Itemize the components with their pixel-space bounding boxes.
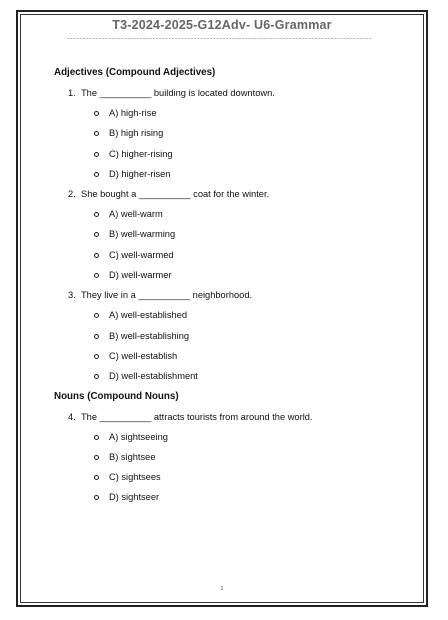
- option-text: C) higher-rising: [109, 148, 173, 159]
- option-text: A) sightseeing: [109, 431, 168, 442]
- section-heading-adjectives: Adjectives (Compound Adjectives): [54, 67, 216, 78]
- option-text: A) high-rise: [109, 108, 157, 118]
- circle-bullet-icon: [94, 131, 99, 136]
- circle-bullet-icon: [94, 232, 99, 237]
- circle-bullet-icon: [94, 374, 99, 379]
- option-text: A) well-established: [109, 310, 188, 321]
- option-2b: [54, 227, 414, 247]
- circle-bullet-icon: [94, 495, 99, 500]
- question-number: 1.: [68, 88, 76, 98]
- option-text: D) sightseer: [109, 492, 160, 503]
- option-text: B) high rising: [109, 128, 164, 139]
- worksheet-content: [54, 66, 414, 511]
- option-text: D) well-warmer: [109, 270, 172, 281]
- option-3c: [54, 349, 414, 369]
- option-4d: [54, 490, 414, 510]
- question-number: 4.: [68, 411, 76, 422]
- option-3d: [54, 369, 414, 389]
- page-number: 1: [220, 586, 224, 592]
- option-1c: [54, 147, 414, 167]
- option-text: B) sightsee: [109, 451, 156, 462]
- circle-bullet-icon: [94, 334, 99, 339]
- circle-bullet-icon: [94, 172, 99, 177]
- question-3: [54, 288, 414, 308]
- question-1: [54, 86, 414, 106]
- circle-bullet-icon: [94, 435, 99, 440]
- question-text: The __________ building is located downtown.: [81, 88, 275, 98]
- option-1b: [54, 126, 414, 146]
- option-1a: [54, 106, 414, 126]
- option-3a: [54, 308, 414, 328]
- question-text: She bought a __________ coat for the winter.: [81, 189, 270, 200]
- question-number: 3.: [68, 290, 76, 301]
- option-text: A) well-warm: [109, 209, 163, 220]
- circle-bullet-icon: [94, 152, 99, 157]
- option-text: D) higher-risen: [109, 168, 171, 179]
- circle-bullet-icon: [94, 455, 99, 460]
- option-text: C) sightsees: [109, 472, 161, 483]
- title-divider: ------------------------------------------------------------------------------------------------: [66, 35, 372, 43]
- question-4: [54, 410, 414, 430]
- circle-bullet-icon: [94, 475, 99, 480]
- option-text: C) well-warmed: [109, 249, 174, 260]
- circle-bullet-icon: [94, 354, 99, 359]
- option-1d: [54, 167, 414, 187]
- option-text: D) well-establishment: [109, 371, 198, 382]
- circle-bullet-icon: [94, 212, 99, 217]
- option-text: C) well-establish: [109, 350, 178, 361]
- option-3b: [54, 329, 414, 349]
- circle-bullet-icon: [94, 253, 99, 258]
- question-number: 2.: [68, 189, 76, 200]
- worksheet-title: T3-2024-2025-G12Adv- U6-Grammar: [112, 18, 332, 32]
- circle-bullet-icon: [94, 111, 99, 116]
- option-2a: [54, 207, 414, 227]
- option-4a: [54, 430, 414, 450]
- option-4b: [54, 450, 414, 470]
- question-text: They live in a __________ neighborhood.: [81, 290, 253, 301]
- option-2d: [54, 268, 414, 288]
- option-text: B) well-establishing: [109, 330, 190, 341]
- option-text: B) well-warming: [109, 229, 176, 240]
- section-heading-nouns: Nouns (Compound Nouns): [54, 390, 179, 402]
- circle-bullet-icon: [94, 273, 99, 278]
- circle-bullet-icon: [94, 313, 99, 318]
- option-2c: [54, 248, 414, 268]
- question-text: The __________ attracts tourists from around the world.: [81, 411, 313, 422]
- question-2: [54, 187, 414, 207]
- option-4c: [54, 470, 414, 490]
